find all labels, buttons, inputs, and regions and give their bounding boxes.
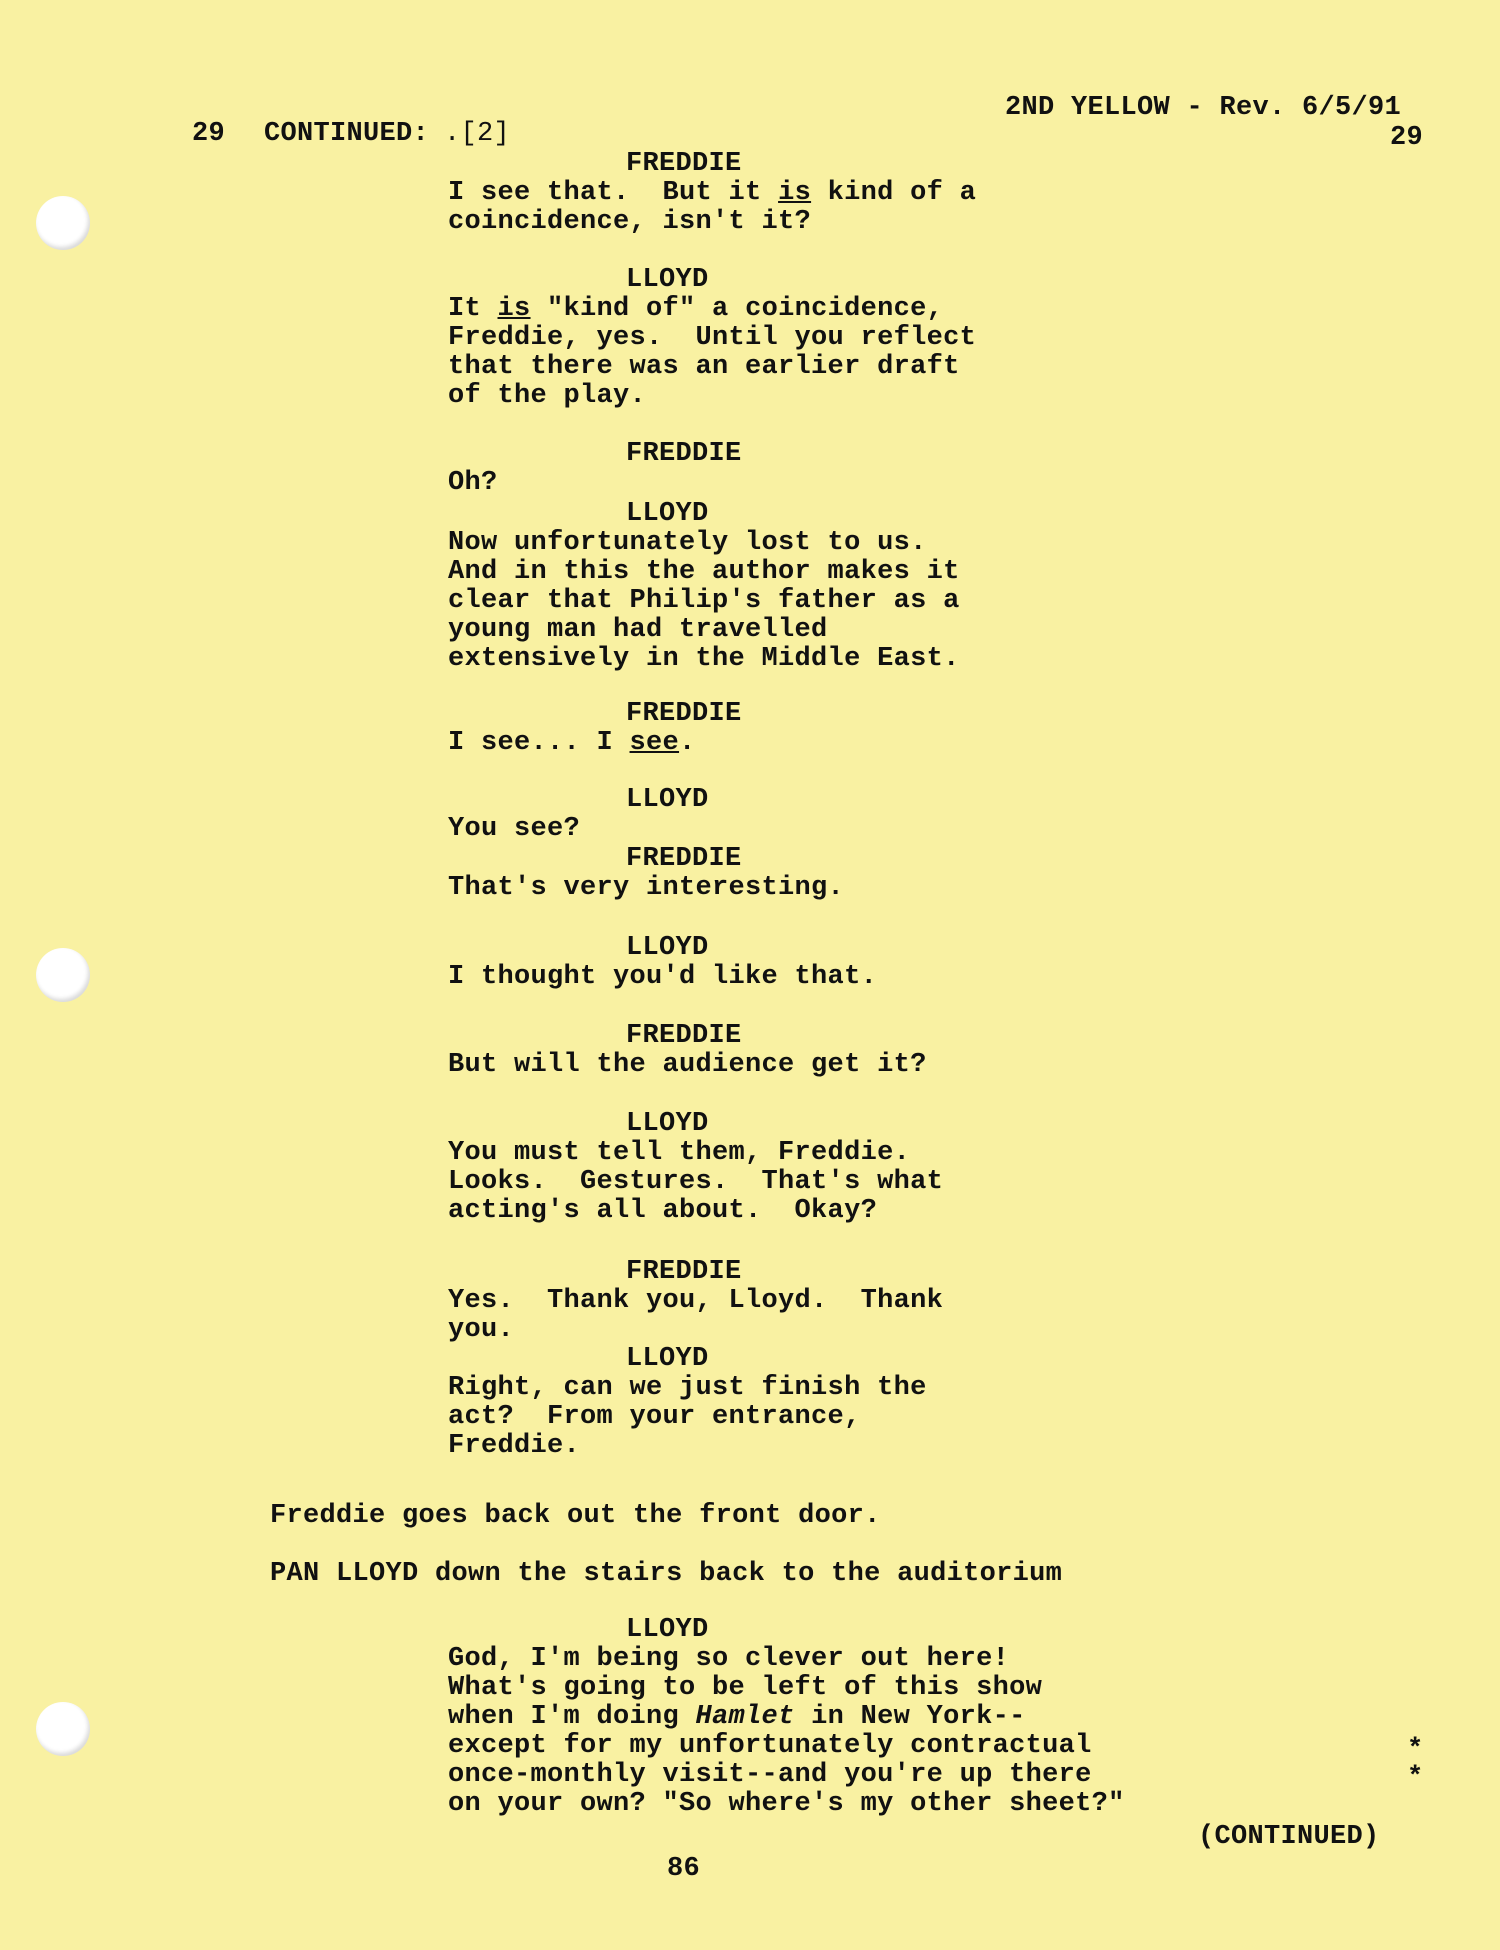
dialogue-line: Yes. Thank you, Lloyd. Thank <box>448 1286 944 1316</box>
dialogue-line: Looks. Gestures. That's what <box>448 1167 944 1197</box>
character-name: LLOYD <box>626 1109 709 1139</box>
binder-hole <box>36 196 90 250</box>
dialogue-line: that there was an earlier draft <box>448 352 960 382</box>
continued-header: CONTINUED: <box>264 119 430 149</box>
continued-footer: (CONTINUED) <box>1198 1822 1380 1852</box>
character-name: LLOYD <box>626 785 709 815</box>
character-name: LLOYD <box>626 1615 709 1645</box>
character-name: LLOYD <box>626 933 709 963</box>
dialogue-line: What's going to be left of this show <box>448 1673 1043 1703</box>
dialogue-line: except for my unfortunately contractual <box>448 1731 1092 1761</box>
binder-hole <box>36 1702 90 1756</box>
dialogue-line: And in this the author makes it <box>448 557 960 587</box>
character-name: LLOYD <box>626 265 709 295</box>
dialogue-line: God, I'm being so clever out here! <box>448 1644 1010 1674</box>
action-line: PAN LLOYD down the stairs back to the auditorium <box>270 1559 1063 1589</box>
action-line: Freddie goes back out the front door. <box>270 1501 881 1531</box>
binder-hole <box>36 948 90 1002</box>
dialogue-line: you. <box>448 1315 515 1345</box>
dialogue-line: Right, can we just finish the <box>448 1373 927 1403</box>
dialogue-line: of the play. <box>448 381 647 411</box>
dialogue-line: Freddie. <box>448 1431 581 1461</box>
dialogue-line: I see that. But it is kind of a <box>448 178 977 208</box>
character-name: FREDDIE <box>626 699 742 729</box>
dialogue-line: extensively in the Middle East. <box>448 644 960 674</box>
dialogue-line: when I'm doing Hamlet in New York-- <box>448 1702 1026 1732</box>
revision-header: 2ND YELLOW - Rev. 6/5/91 <box>1005 93 1402 123</box>
dialogue-line: young man had travelled <box>448 615 828 645</box>
revision-asterisk: * <box>1407 1763 1424 1793</box>
dialogue-line: Oh? <box>448 468 498 498</box>
continued-mark: .[2] <box>444 119 511 149</box>
dialogue-line: acting's all about. Okay? <box>448 1196 878 1226</box>
dialogue-line: clear that Philip's father as a <box>448 586 960 616</box>
dialogue-line: I see... I see. <box>448 728 696 758</box>
dialogue-line: That's very interesting. <box>448 873 845 903</box>
revision-asterisk: * <box>1407 1735 1424 1765</box>
dialogue-line: But will the audience get it? <box>448 1050 927 1080</box>
character-name: FREDDIE <box>626 149 742 179</box>
dialogue-line: I thought you'd like that. <box>448 962 878 992</box>
dialogue-line: on your own? "So where's my other sheet?" <box>448 1789 1125 1819</box>
page-number: 86 <box>667 1854 701 1884</box>
character-name: LLOYD <box>626 499 709 529</box>
character-name: LLOYD <box>626 1344 709 1374</box>
dialogue-line: Freddie, yes. Until you reflect <box>448 323 977 353</box>
dialogue-line: Now unfortunately lost to us. <box>448 528 927 558</box>
dialogue-line: You must tell them, Freddie. <box>448 1138 911 1168</box>
dialogue-line: You see? <box>448 814 581 844</box>
dialogue-line: It is "kind of" a coincidence, <box>448 294 944 324</box>
character-name: FREDDIE <box>626 1021 742 1051</box>
dialogue-line: once-monthly visit--and you're up there <box>448 1760 1092 1790</box>
scene-number-right: 29 <box>1390 123 1424 153</box>
scene-number-left: 29 <box>192 119 226 149</box>
character-name: FREDDIE <box>626 1257 742 1287</box>
character-name: FREDDIE <box>626 844 742 874</box>
dialogue-line: coincidence, isn't it? <box>448 207 812 237</box>
character-name: FREDDIE <box>626 439 742 469</box>
dialogue-line: act? From your entrance, <box>448 1402 861 1432</box>
